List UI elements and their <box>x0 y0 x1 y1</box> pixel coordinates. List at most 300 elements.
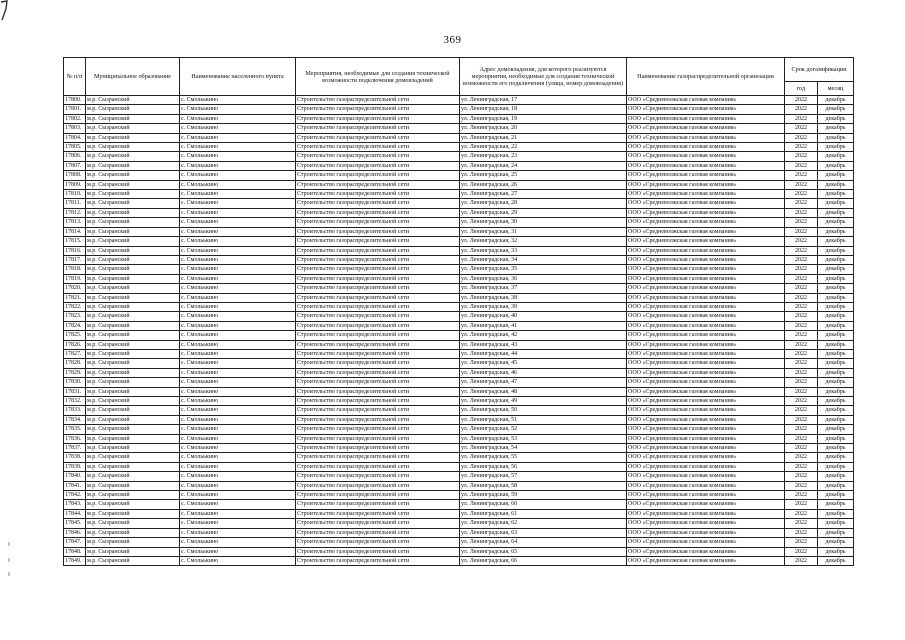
address-cell: ул. Ленинградская, 39 <box>460 302 627 311</box>
table-row <box>64 143 854 152</box>
year-cell: 2022 <box>785 434 818 443</box>
row-number-cell: 17844. <box>64 509 86 518</box>
row-number-cell: 17846. <box>64 528 86 537</box>
table-row <box>64 528 854 537</box>
table-row <box>64 415 854 424</box>
settlement-cell: с. Смольькино <box>180 237 296 246</box>
month-cell: декабрь <box>818 171 854 180</box>
table-row <box>64 538 854 547</box>
settlement-cell: с. Смольькино <box>180 538 296 547</box>
row-number-cell: 17802. <box>64 114 86 123</box>
address-cell: ул. Ленинградская, 53 <box>460 434 627 443</box>
row-number-cell: 17829. <box>64 368 86 377</box>
row-number-cell: 17836. <box>64 434 86 443</box>
table-row <box>64 434 854 443</box>
organization-cell: ООО «Средневолжская газовая компания» <box>627 143 785 152</box>
row-number-cell: 17837. <box>64 444 86 453</box>
table-row <box>64 105 854 114</box>
table-row <box>64 255 854 264</box>
organization-cell: ООО «Средневолжская газовая компания» <box>627 359 785 368</box>
municipality-cell: м.р. Сызранский <box>86 500 180 509</box>
settlement-cell: с. Смольькино <box>180 491 296 500</box>
address-cell: ул. Ленинградская, 65 <box>460 547 627 556</box>
organization-cell: ООО «Средневолжская газовая компания» <box>627 406 785 415</box>
row-number-cell: 17821. <box>64 293 86 302</box>
organization-cell: ООО «Средневолжская газовая компания» <box>627 397 785 406</box>
month-cell: декабрь <box>818 444 854 453</box>
month-cell: декабрь <box>818 340 854 349</box>
month-cell: декабрь <box>818 349 854 358</box>
measure-cell: Строительство газораспределительной сети <box>296 143 460 152</box>
header-month: месяц <box>818 82 854 96</box>
month-cell: декабрь <box>818 538 854 547</box>
address-cell: ул. Ленинградская, 41 <box>460 321 627 330</box>
settlement-cell: с. Смольькино <box>180 481 296 490</box>
municipality-cell: м.р. Сызранский <box>86 556 180 565</box>
month-cell: декабрь <box>818 199 854 208</box>
table-row <box>64 491 854 500</box>
table-row <box>64 397 854 406</box>
month-cell: декабрь <box>818 284 854 293</box>
table-row <box>64 96 854 105</box>
organization-cell: ООО «Средневолжская газовая компания» <box>627 255 785 264</box>
row-number-cell: 17815. <box>64 237 86 246</box>
year-cell: 2022 <box>785 124 818 133</box>
address-cell: ул. Ленинградская, 48 <box>460 387 627 396</box>
settlement-cell: с. Смольькино <box>180 462 296 471</box>
year-cell: 2022 <box>785 105 818 114</box>
year-cell: 2022 <box>785 528 818 537</box>
municipality-cell: м.р. Сызранский <box>86 444 180 453</box>
organization-cell: ООО «Средневолжская газовая компания» <box>627 302 785 311</box>
row-number-cell: 17813. <box>64 218 86 227</box>
measure-cell: Строительство газораспределительной сети <box>296 124 460 133</box>
row-number-cell: 17809. <box>64 180 86 189</box>
table-row <box>64 152 854 161</box>
year-cell: 2022 <box>785 556 818 565</box>
municipality-cell: м.р. Сызранский <box>86 237 180 246</box>
month-cell: декабрь <box>818 425 854 434</box>
municipality-cell: м.р. Сызранский <box>86 331 180 340</box>
month-cell: декабрь <box>818 415 854 424</box>
measure-cell: Строительство газораспределительной сети <box>296 547 460 556</box>
scan-margin-marks-icon <box>6 540 12 580</box>
address-cell: ул. Ленинградская, 25 <box>460 171 627 180</box>
year-cell: 2022 <box>785 143 818 152</box>
address-cell: ул. Ленинградская, 31 <box>460 227 627 236</box>
municipality-cell: м.р. Сызранский <box>86 199 180 208</box>
month-cell: декабрь <box>818 274 854 283</box>
measure-cell: Строительство газораспределительной сети <box>296 237 460 246</box>
settlement-cell: с. Смольькино <box>180 265 296 274</box>
municipality-cell: м.р. Сызранский <box>86 152 180 161</box>
year-cell: 2022 <box>785 444 818 453</box>
organization-cell: ООО «Средневолжская газовая компания» <box>627 265 785 274</box>
organization-cell: ООО «Средневолжская газовая компания» <box>627 246 785 255</box>
month-cell: декабрь <box>818 237 854 246</box>
row-number-cell: 17833. <box>64 406 86 415</box>
month-cell: декабрь <box>818 161 854 170</box>
year-cell: 2022 <box>785 218 818 227</box>
year-cell: 2022 <box>785 340 818 349</box>
municipality-cell: м.р. Сызранский <box>86 519 180 528</box>
month-cell: декабрь <box>818 255 854 264</box>
municipality-cell: м.р. Сызранский <box>86 143 180 152</box>
row-number-cell: 17822. <box>64 302 86 311</box>
header-settlement: Наименование населенного пункта <box>180 58 296 96</box>
table-row <box>64 312 854 321</box>
year-cell: 2022 <box>785 237 818 246</box>
settlement-cell: с. Смольькино <box>180 547 296 556</box>
year-cell: 2022 <box>785 293 818 302</box>
settlement-cell: с. Смольькино <box>180 105 296 114</box>
settlement-cell: с. Смольькино <box>180 143 296 152</box>
organization-cell: ООО «Средневолжская газовая компания» <box>627 509 785 518</box>
address-cell: ул. Ленинградская, 44 <box>460 349 627 358</box>
table-row <box>64 218 854 227</box>
organization-cell: ООО «Средневолжская газовая компания» <box>627 321 785 330</box>
measure-cell: Строительство газораспределительной сети <box>296 556 460 565</box>
organization-cell: ООО «Средневолжская газовая компания» <box>627 331 785 340</box>
table-row <box>64 246 854 255</box>
measure-cell: Строительство газораспределительной сети <box>296 246 460 255</box>
table-row <box>64 462 854 471</box>
year-cell: 2022 <box>785 547 818 556</box>
month-cell: декабрь <box>818 152 854 161</box>
year-cell: 2022 <box>785 331 818 340</box>
municipality-cell: м.р. Сызранский <box>86 105 180 114</box>
measure-cell: Строительство газораспределительной сети <box>296 387 460 396</box>
month-cell: декабрь <box>818 208 854 217</box>
row-number-cell: 17849. <box>64 556 86 565</box>
table-row <box>64 547 854 556</box>
year-cell: 2022 <box>785 491 818 500</box>
year-cell: 2022 <box>785 500 818 509</box>
measure-cell: Строительство газораспределительной сети <box>296 509 460 518</box>
organization-cell: ООО «Средневолжская газовая компания» <box>627 491 785 500</box>
month-cell: декабрь <box>818 227 854 236</box>
table-row <box>64 509 854 518</box>
month-cell: декабрь <box>818 378 854 387</box>
month-cell: декабрь <box>818 509 854 518</box>
organization-cell: ООО «Средневолжская газовая компания» <box>627 415 785 424</box>
municipality-cell: м.р. Сызранский <box>86 528 180 537</box>
address-cell: ул. Ленинградская, 46 <box>460 368 627 377</box>
month-cell: декабрь <box>818 331 854 340</box>
table-row <box>64 340 854 349</box>
address-cell: ул. Ленинградская, 24 <box>460 161 627 170</box>
year-cell: 2022 <box>785 284 818 293</box>
settlement-cell: с. Смольькино <box>180 368 296 377</box>
municipality-cell: м.р. Сызранский <box>86 218 180 227</box>
settlement-cell: с. Смольькино <box>180 114 296 123</box>
month-cell: декабрь <box>818 556 854 565</box>
settlement-cell: с. Смольькино <box>180 444 296 453</box>
measure-cell: Строительство газораспределительной сети <box>296 208 460 217</box>
settlement-cell: с. Смольькино <box>180 190 296 199</box>
organization-cell: ООО «Средневолжская газовая компания» <box>627 152 785 161</box>
row-number-cell: 17814. <box>64 227 86 236</box>
row-number-cell: 17819. <box>64 274 86 283</box>
year-cell: 2022 <box>785 265 818 274</box>
table-row <box>64 208 854 217</box>
municipality-cell: м.р. Сызранский <box>86 378 180 387</box>
settlement-cell: с. Смольькино <box>180 161 296 170</box>
address-cell: ул. Ленинградская, 34 <box>460 255 627 264</box>
row-number-cell: 17817. <box>64 255 86 264</box>
address-cell: ул. Ленинградская, 57 <box>460 472 627 481</box>
municipality-cell: м.р. Сызранский <box>86 406 180 415</box>
header-year: год <box>785 82 818 96</box>
row-number-cell: 17806. <box>64 152 86 161</box>
year-cell: 2022 <box>785 509 818 518</box>
address-cell: ул. Ленинградская, 37 <box>460 284 627 293</box>
settlement-cell: с. Смольькино <box>180 180 296 189</box>
municipality-cell: м.р. Сызранский <box>86 415 180 424</box>
municipality-cell: м.р. Сызранский <box>86 397 180 406</box>
organization-cell: ООО «Средневолжская газовая компания» <box>627 425 785 434</box>
year-cell: 2022 <box>785 246 818 255</box>
organization-cell: ООО «Средневолжская газовая компания» <box>627 340 785 349</box>
year-cell: 2022 <box>785 472 818 481</box>
settlement-cell: с. Смольькино <box>180 331 296 340</box>
page-number: 369 <box>443 34 462 46</box>
municipality-cell: м.р. Сызранский <box>86 359 180 368</box>
month-cell: декабрь <box>818 519 854 528</box>
measure-cell: Строительство газораспределительной сети <box>296 255 460 264</box>
address-cell: ул. Ленинградская, 38 <box>460 293 627 302</box>
row-number-cell: 17825. <box>64 331 86 340</box>
measure-cell: Строительство газораспределительной сети <box>296 340 460 349</box>
organization-cell: ООО «Средневолжская газовая компания» <box>627 500 785 509</box>
settlement-cell: с. Смольькино <box>180 528 296 537</box>
table-row <box>64 556 854 565</box>
month-cell: декабрь <box>818 114 854 123</box>
organization-cell: ООО «Средневолжская газовая компания» <box>627 547 785 556</box>
address-cell: ул. Ленинградская, 18 <box>460 105 627 114</box>
header-term: Срок догазификации <box>785 58 854 82</box>
address-cell: ул. Ленинградская, 63 <box>460 528 627 537</box>
row-number-cell: 17830. <box>64 378 86 387</box>
measure-cell: Строительство газораспределительной сети <box>296 415 460 424</box>
municipality-cell: м.р. Сызранский <box>86 312 180 321</box>
address-cell: ул. Ленинградская, 45 <box>460 359 627 368</box>
year-cell: 2022 <box>785 538 818 547</box>
table-row <box>64 349 854 358</box>
municipality-cell: м.р. Сызранский <box>86 368 180 377</box>
address-cell: ул. Ленинградская, 17 <box>460 96 627 105</box>
measure-cell: Строительство газораспределительной сети <box>296 199 460 208</box>
settlement-cell: с. Смольькино <box>180 199 296 208</box>
measure-cell: Строительство газораспределительной сети <box>296 293 460 302</box>
year-cell: 2022 <box>785 519 818 528</box>
table-row <box>64 444 854 453</box>
organization-cell: ООО «Средневолжская газовая компания» <box>627 453 785 462</box>
gasification-table <box>63 57 854 566</box>
measure-cell: Строительство газораспределительной сети <box>296 152 460 161</box>
year-cell: 2022 <box>785 397 818 406</box>
year-cell: 2022 <box>785 199 818 208</box>
year-cell: 2022 <box>785 359 818 368</box>
address-cell: ул. Ленинградская, 20 <box>460 124 627 133</box>
year-cell: 2022 <box>785 133 818 142</box>
header-address: Адрес домовладения, для которого реализуются мероприятия, необходимые для создания технической возможности его подключения (улица, номер домовладения) <box>460 58 627 96</box>
row-number-cell: 17842. <box>64 491 86 500</box>
measure-cell: Строительство газораспределительной сети <box>296 312 460 321</box>
organization-cell: ООО «Средневолжская газовая компания» <box>627 472 785 481</box>
address-cell: ул. Ленинградская, 64 <box>460 538 627 547</box>
organization-cell: ООО «Средневолжская газовая компания» <box>627 528 785 537</box>
address-cell: ул. Ленинградская, 66 <box>460 556 627 565</box>
measure-cell: Строительство газораспределительной сети <box>296 444 460 453</box>
address-cell: ул. Ленинградская, 32 <box>460 237 627 246</box>
municipality-cell: м.р. Сызранский <box>86 349 180 358</box>
row-number-cell: 17845. <box>64 519 86 528</box>
row-number-cell: 17824. <box>64 321 86 330</box>
address-cell: ул. Ленинградская, 29 <box>460 208 627 217</box>
settlement-cell: с. Смольькино <box>180 246 296 255</box>
settlement-cell: с. Смольькино <box>180 556 296 565</box>
header-organization: Наименование газораспределительной организации <box>627 58 785 96</box>
organization-cell: ООО «Средневолжская газовая компания» <box>627 105 785 114</box>
municipality-cell: м.р. Сызранский <box>86 161 180 170</box>
municipality-cell: м.р. Сызранский <box>86 96 180 105</box>
month-cell: декабрь <box>818 133 854 142</box>
settlement-cell: с. Смольькино <box>180 302 296 311</box>
address-cell: ул. Ленинградская, 56 <box>460 462 627 471</box>
row-number-cell: 17826. <box>64 340 86 349</box>
year-cell: 2022 <box>785 481 818 490</box>
settlement-cell: с. Смольькино <box>180 434 296 443</box>
header-measure: Мероприятия, необходимые для создания технической возможности подключения домовладений <box>296 58 460 96</box>
month-cell: декабрь <box>818 293 854 302</box>
month-cell: декабрь <box>818 406 854 415</box>
year-cell: 2022 <box>785 171 818 180</box>
measure-cell: Строительство газораспределительной сети <box>296 519 460 528</box>
month-cell: декабрь <box>818 387 854 396</box>
month-cell: декабрь <box>818 246 854 255</box>
month-cell: декабрь <box>818 397 854 406</box>
settlement-cell: с. Смольькино <box>180 293 296 302</box>
organization-cell: ООО «Средневолжская газовая компания» <box>627 237 785 246</box>
table-row <box>64 293 854 302</box>
settlement-cell: с. Смольькино <box>180 96 296 105</box>
organization-cell: ООО «Средневолжская газовая компания» <box>627 124 785 133</box>
settlement-cell: с. Смольькино <box>180 519 296 528</box>
address-cell: ул. Ленинградская, 49 <box>460 397 627 406</box>
row-number-cell: 17818. <box>64 265 86 274</box>
address-cell: ул. Ленинградская, 43 <box>460 340 627 349</box>
municipality-cell: м.р. Сызранский <box>86 538 180 547</box>
address-cell: ул. Ленинградская, 26 <box>460 180 627 189</box>
settlement-cell: с. Смольькино <box>180 349 296 358</box>
address-cell: ул. Ленинградская, 60 <box>460 500 627 509</box>
measure-cell: Строительство газораспределительной сети <box>296 368 460 377</box>
organization-cell: ООО «Средневолжская газовая компания» <box>627 114 785 123</box>
row-number-cell: 17831. <box>64 387 86 396</box>
row-number-cell: 17827. <box>64 349 86 358</box>
year-cell: 2022 <box>785 406 818 415</box>
month-cell: декабрь <box>818 124 854 133</box>
table-row <box>64 133 854 142</box>
year-cell: 2022 <box>785 161 818 170</box>
settlement-cell: с. Смольькино <box>180 284 296 293</box>
settlement-cell: с. Смольькино <box>180 208 296 217</box>
organization-cell: ООО «Средневолжская газовая компания» <box>627 481 785 490</box>
month-cell: декабрь <box>818 218 854 227</box>
measure-cell: Строительство газораспределительной сети <box>296 180 460 189</box>
settlement-cell: с. Смольькино <box>180 274 296 283</box>
organization-cell: ООО «Средневолжская газовая компания» <box>627 519 785 528</box>
organization-cell: ООО «Средневолжская газовая компания» <box>627 180 785 189</box>
row-number-cell: 17832. <box>64 397 86 406</box>
year-cell: 2022 <box>785 378 818 387</box>
table-row <box>64 114 854 123</box>
month-cell: декабрь <box>818 143 854 152</box>
settlement-cell: с. Смольькино <box>180 500 296 509</box>
municipality-cell: м.р. Сызранский <box>86 284 180 293</box>
month-cell: декабрь <box>818 312 854 321</box>
address-cell: ул. Ленинградская, 33 <box>460 246 627 255</box>
municipality-cell: м.р. Сызранский <box>86 462 180 471</box>
month-cell: декабрь <box>818 96 854 105</box>
table-row <box>64 425 854 434</box>
measure-cell: Строительство газораспределительной сети <box>296 161 460 170</box>
month-cell: декабрь <box>818 547 854 556</box>
address-cell: ул. Ленинградская, 30 <box>460 218 627 227</box>
municipality-cell: м.р. Сызранский <box>86 302 180 311</box>
row-number-cell: 17808. <box>64 171 86 180</box>
municipality-cell: м.р. Сызранский <box>86 171 180 180</box>
municipality-cell: м.р. Сызранский <box>86 124 180 133</box>
settlement-cell: с. Смольькино <box>180 227 296 236</box>
address-cell: ул. Ленинградская, 52 <box>460 425 627 434</box>
table-row <box>64 274 854 283</box>
year-cell: 2022 <box>785 349 818 358</box>
table-row <box>64 190 854 199</box>
organization-cell: ООО «Средневолжская газовая компания» <box>627 96 785 105</box>
scan-artifact-icon <box>0 0 14 22</box>
year-cell: 2022 <box>785 453 818 462</box>
address-cell: ул. Ленинградская, 28 <box>460 199 627 208</box>
measure-cell: Строительство газораспределительной сети <box>296 378 460 387</box>
header-num: № п/п <box>64 58 86 96</box>
measure-cell: Строительство газораспределительной сети <box>296 472 460 481</box>
row-number-cell: 17823. <box>64 312 86 321</box>
organization-cell: ООО «Средневолжская газовая компания» <box>627 444 785 453</box>
month-cell: декабрь <box>818 481 854 490</box>
municipality-cell: м.р. Сызранский <box>86 190 180 199</box>
month-cell: декабрь <box>818 528 854 537</box>
table-row <box>64 171 854 180</box>
settlement-cell: с. Смольькино <box>180 152 296 161</box>
address-cell: ул. Ленинградская, 62 <box>460 519 627 528</box>
measure-cell: Строительство газораспределительной сети <box>296 321 460 330</box>
measure-cell: Строительство газораспределительной сети <box>296 114 460 123</box>
measure-cell: Строительство газораспределительной сети <box>296 500 460 509</box>
row-number-cell: 17834. <box>64 415 86 424</box>
year-cell: 2022 <box>785 227 818 236</box>
measure-cell: Строительство газораспределительной сети <box>296 425 460 434</box>
organization-cell: ООО «Средневолжская газовая компания» <box>627 161 785 170</box>
table-row <box>64 331 854 340</box>
row-number-cell: 17801. <box>64 105 86 114</box>
organization-cell: ООО «Средневолжская газовая компания» <box>627 218 785 227</box>
measure-cell: Строительство газораспределительной сети <box>296 133 460 142</box>
row-number-cell: 17828. <box>64 359 86 368</box>
table-row <box>64 453 854 462</box>
measure-cell: Строительство газораспределительной сети <box>296 274 460 283</box>
